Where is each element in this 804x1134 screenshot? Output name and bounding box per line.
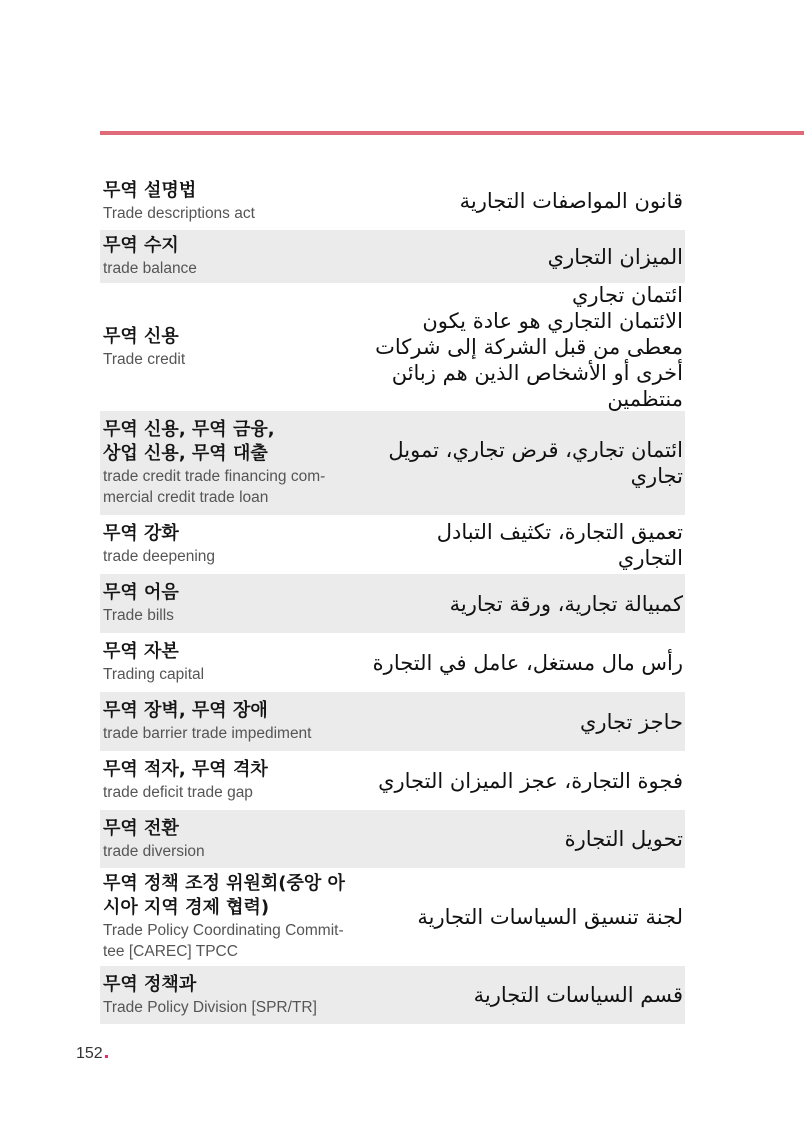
entry-terms [103, 973, 358, 1018]
arabic-line: فجوة التجارة، عجز الميزان التجاري [378, 768, 683, 793]
arabic-translation [358, 188, 685, 214]
arabic-line: ائتمان تجاري [571, 283, 683, 307]
english-term: trade deepening [103, 548, 216, 565]
english-term: mercial credit trade loan [103, 489, 269, 506]
glossary-entry [100, 574, 685, 633]
arabic-line: كمبيالة تجارية، ورقة تجارية [449, 591, 683, 616]
glossary-entry [100, 751, 685, 810]
korean-term: 무역 정책 조정 위원회(중앙 아 [103, 873, 345, 894]
arabic-translation [358, 768, 685, 794]
arabic-translation [358, 591, 685, 617]
english-term: trade diversion [103, 842, 205, 860]
english-term: trade deficit trade gap [103, 784, 253, 801]
arabic-translation [358, 282, 685, 412]
english-term: Trade Policy Coordinating Commit- [103, 922, 344, 939]
page-number-dot [105, 1055, 108, 1058]
korean-term: 무역 전환 [103, 817, 179, 839]
korean-term: 무역 신용 [103, 325, 179, 347]
arabic-line: قسم السياسات التجارية [473, 983, 683, 1007]
korean-term: 무역 자본 [103, 641, 179, 662]
arabic-line: رأس مال مستغل، عامل في التجارة [372, 650, 683, 675]
arabic-translation [358, 904, 685, 930]
entry-terms [103, 817, 358, 862]
arabic-line: ائتمان تجاري، قرض تجاري، تمويل [388, 438, 683, 462]
glossary-entry [100, 172, 685, 230]
entry-terms [103, 522, 358, 567]
korean-term: 무역 적자, 무역 격차 [103, 759, 268, 780]
english-term: Trading capital [103, 666, 205, 683]
glossary-list [100, 172, 685, 1024]
arabic-line: تعميق التجارة، تكثيف التبادل [436, 519, 683, 544]
glossary-entry [100, 411, 685, 515]
english-term: Trade bills [103, 607, 174, 624]
korean-term: 무역 수지 [103, 235, 179, 256]
arabic-line: تحويل التجارة [564, 827, 683, 851]
english-term: Trade credit [103, 350, 186, 368]
glossary-entry [100, 283, 685, 411]
arabic-line: قانون المواصفات التجارية [459, 189, 683, 213]
korean-term: 무역 강화 [103, 523, 179, 544]
korean-term: 무역 신용, 무역 금융, [103, 419, 275, 440]
english-term: Trade descriptions act [103, 204, 255, 222]
arabic-line: لجنة تنسيق السياسات التجارية [417, 905, 683, 929]
korean-term: 시아 지역 경제 협력) [103, 897, 270, 918]
english-term: trade credit trade financing com- [103, 468, 326, 485]
arabic-line: تجاري [630, 464, 683, 488]
page-number [76, 1045, 108, 1063]
top-accent-rule [100, 131, 804, 135]
arabic-translation [358, 709, 685, 735]
arabic-line: معطى من قبل الشركة إلى شركات [375, 335, 683, 359]
arabic-translation [358, 519, 685, 571]
glossary-entry [100, 966, 685, 1024]
glossary-entry [100, 515, 685, 574]
entry-terms [103, 234, 358, 279]
glossary-entry [100, 810, 685, 868]
arabic-line: أخرى أو الأشخاص الذين هم زبائن [391, 361, 683, 385]
glossary-entry [100, 692, 685, 751]
glossary-entry [100, 633, 685, 692]
entry-terms [103, 581, 358, 626]
arabic-line: حاجز تجاري [579, 709, 683, 734]
entry-terms [103, 325, 358, 370]
glossary-entry [100, 230, 685, 283]
korean-term: 상업 신용, 무역 대출 [103, 443, 268, 464]
arabic-line: الائتمان التجاري هو عادة يكون [422, 309, 683, 333]
page-number-text: 152 [76, 1045, 103, 1062]
arabic-translation [358, 650, 685, 676]
arabic-translation [358, 826, 685, 852]
entry-terms [103, 179, 358, 224]
entry-terms [103, 758, 358, 803]
entry-terms [103, 640, 358, 685]
korean-term: 무역 어음 [103, 582, 179, 603]
english-term: Trade Policy Division [SPR/TR] [103, 998, 317, 1016]
arabic-translation [358, 244, 685, 270]
glossary-entry [100, 868, 685, 966]
korean-term: 무역 정책과 [103, 973, 197, 995]
korean-term: 무역 장벽, 무역 장애 [103, 700, 268, 721]
english-term: trade balance [103, 260, 197, 277]
entry-terms [103, 872, 358, 962]
korean-term: 무역 설명법 [103, 179, 197, 201]
arabic-translation [358, 982, 685, 1008]
arabic-translation [358, 437, 685, 489]
arabic-line: منتظمين [607, 387, 683, 411]
english-term: trade barrier trade impediment [103, 725, 312, 742]
arabic-line: التجاري [617, 545, 683, 570]
entry-terms [103, 699, 358, 744]
english-term: tee [CAREC] TPCC [103, 943, 238, 960]
arabic-line: الميزان التجاري [547, 244, 683, 269]
entry-terms [103, 418, 358, 508]
